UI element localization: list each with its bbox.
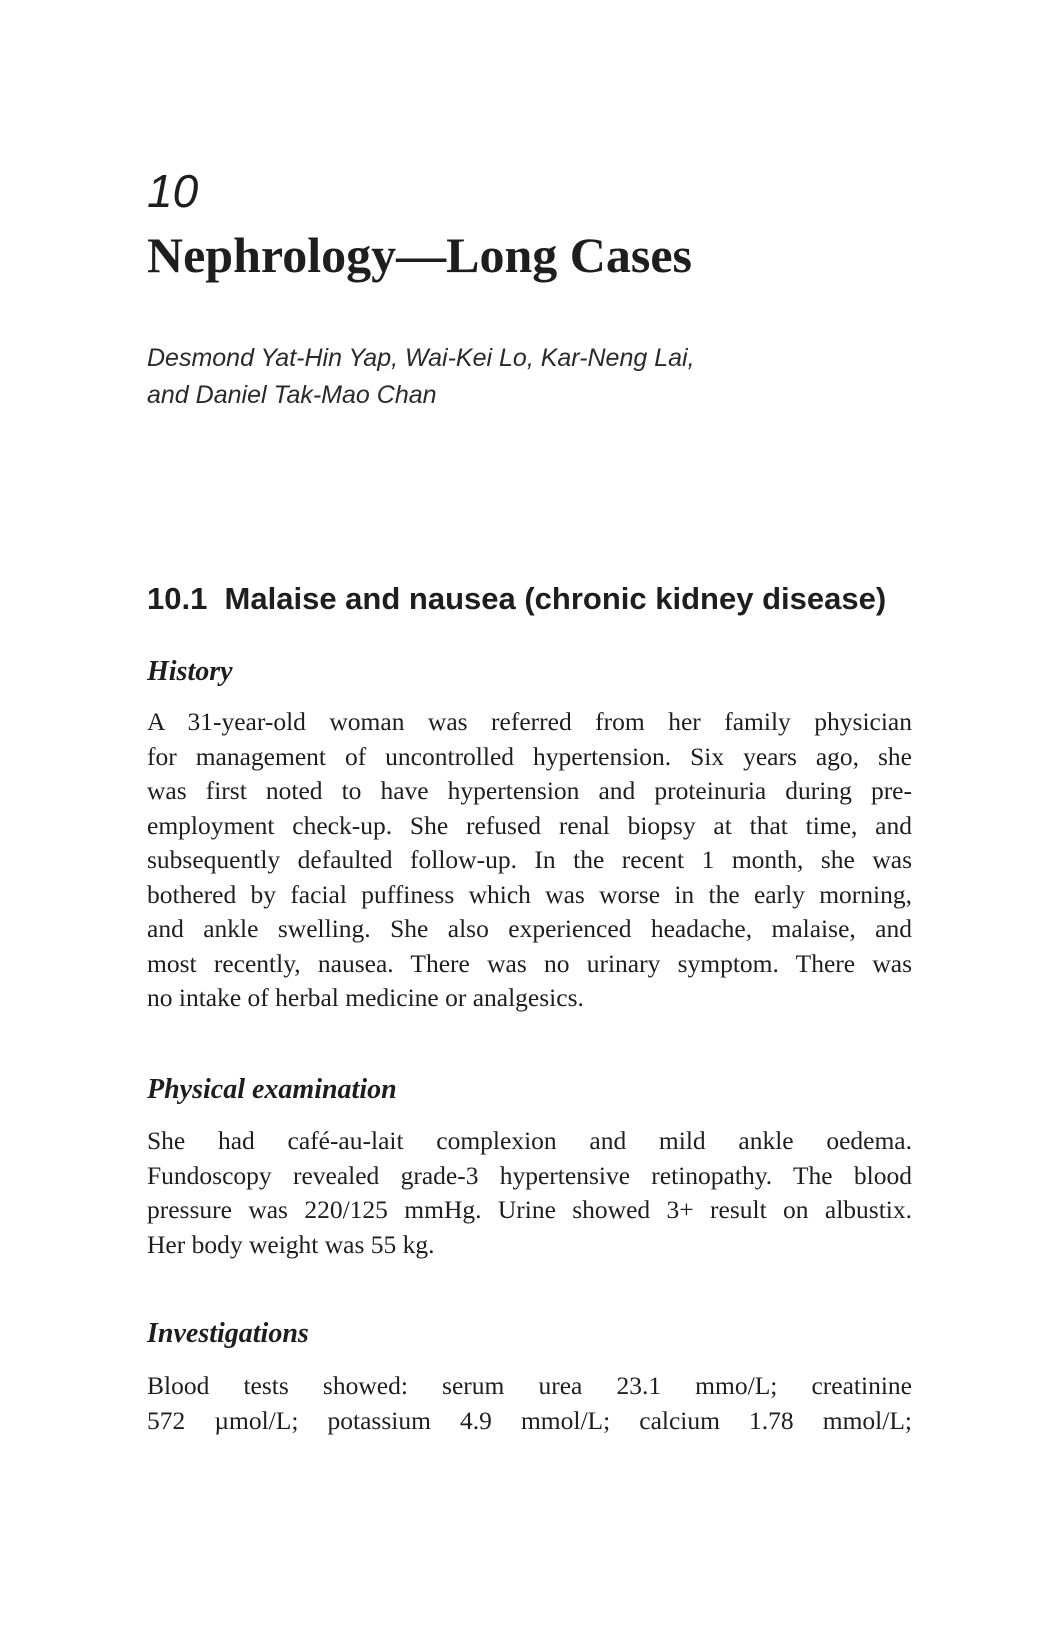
history-line: most recently, nausea. There was no urinary symptom. There was [147,948,912,978]
history-paragraph [147,705,912,1016]
authors-line-1: Desmond Yat-Hin Yap, Wai-Kei Lo, Kar-Neng Lai, [147,344,695,372]
physical-examination-paragraph [147,1124,912,1262]
investigations-line: Blood tests showed: serum urea 23.1 mmo/L; creatinine [147,1371,912,1400]
history-line: and ankle swelling. She also experienced headache, malaise, and [147,914,912,943]
chapter-title: Nephrology—Long Cases [147,227,692,283]
authors [147,340,927,414]
history-line: A 31-year-old woman was referred from her family physician [147,707,912,736]
physical-examination-line: pressure was 220/125 mmHg. Urine showed 3+ result on albustix. [147,1195,912,1224]
investigations-paragraph [147,1369,912,1438]
physical-examination-heading: Physical examination [147,1074,397,1105]
physical-examination-line: Her body weight was 55 kg. [147,1229,435,1259]
history-line: bothered by facial puffiness which was worse in the early morning, [147,879,912,909]
history-line: subsequently defaulted follow-up. In the recent 1 month, she was [147,845,912,874]
investigations-line: 572 µmol/L; potassium 4.9 mmol/L; calcium 1.78 mmol/L; [147,1405,912,1435]
history-heading: History [147,656,233,687]
history-line: no intake of herbal medicine or analgesics. [147,983,584,1012]
history-line: employment check-up. She refused renal biopsy at that time, and [147,810,912,840]
physical-examination-line: She had café-au-lait complexion and mild ankle oedema. [147,1126,912,1155]
history-line: for management of uncontrolled hypertension. Six years ago, she [147,741,912,771]
investigations-heading: Investigations [147,1318,309,1349]
authors-line-2: and Daniel Tak-Mao Chan [147,381,437,409]
chapter-number: 10 [147,165,199,217]
history-line: was first noted to have hypertension and proteinuria during pre- [147,776,912,805]
physical-examination-line: Fundoscopy revealed grade-3 hypertensive retinopathy. The blood [147,1160,912,1190]
section-title: 10.1 Malaise and nausea (chronic kidney disease) [147,581,887,616]
